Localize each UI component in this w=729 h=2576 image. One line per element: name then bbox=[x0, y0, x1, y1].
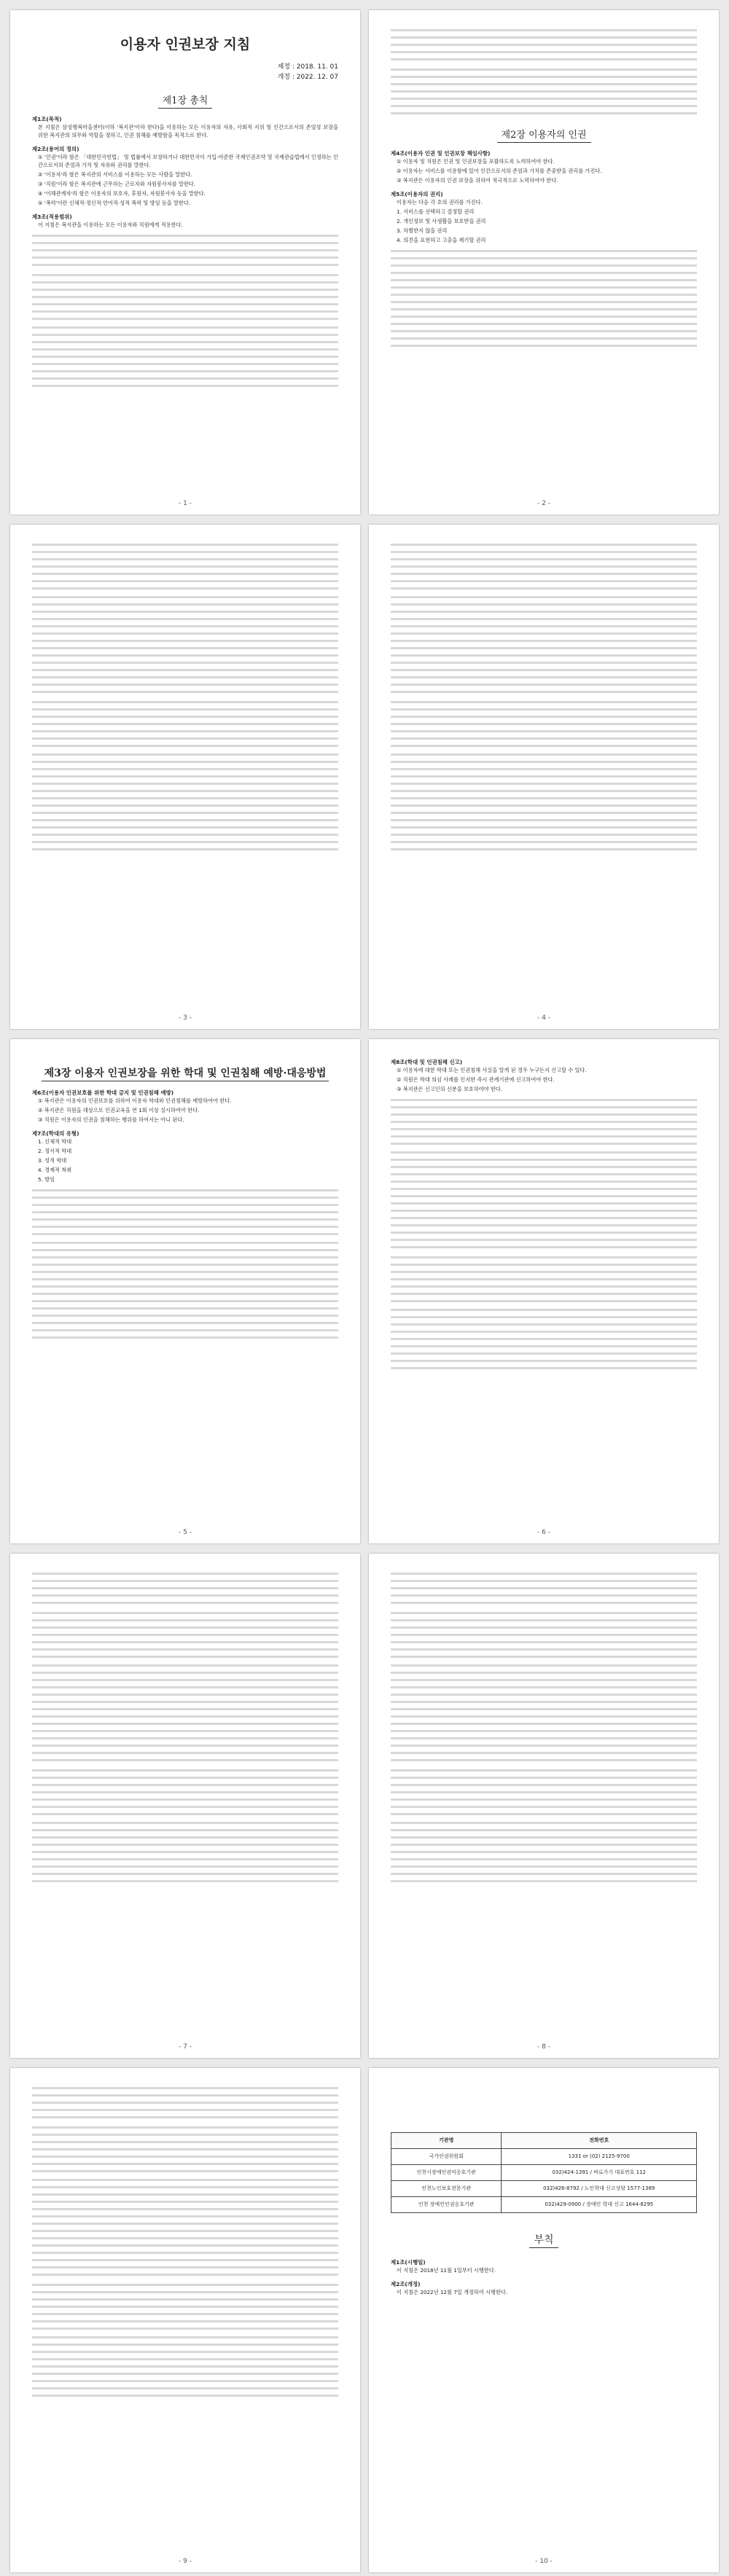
article-clause: ① '인권'이라 함은 「대한민국헌법」 및 법률에서 보장하거나 대한민국이 가입·비준한 국제인권조약 및 국제관습법에서 인정하는 인간으로서의 존엄과 가치 및 자유와 권리를 말한다. bbox=[38, 154, 338, 168]
article-title: 제6조(이용자 인권보호를 위한 학대 금지 및 인권침해 예방) bbox=[32, 1089, 174, 1096]
page-number: - 3 - bbox=[179, 1014, 192, 1022]
article-clause: ③ 복지관은 신고인의 신분을 보호하여야 한다. bbox=[397, 1086, 503, 1092]
article-clause: 5. 방임 bbox=[38, 1176, 55, 1183]
table-cell: 인천시장애인권익옹호기관 bbox=[391, 2165, 502, 2181]
page-number: - 4 - bbox=[537, 1014, 550, 1022]
article-clause: 1. 신체적 학대 bbox=[38, 1138, 72, 1145]
revision-info bbox=[32, 62, 338, 82]
table-row bbox=[391, 2181, 697, 2197]
text-block bbox=[32, 235, 338, 388]
chapter-heading: 제1장 총칙 bbox=[32, 93, 338, 106]
article-clause: 3. 차별받지 않을 권리 bbox=[397, 227, 448, 234]
table-cell: 국가인권위원회 bbox=[391, 2149, 502, 2165]
table-row bbox=[391, 2149, 697, 2165]
page-6 bbox=[369, 1039, 719, 1543]
article-clause: 이용자는 다음 각 호의 권리를 가진다. bbox=[397, 199, 483, 205]
article-title: 제4조(이용자 인권 및 인권보장 책임사항) bbox=[391, 150, 491, 157]
article-title: 제5조(이용자의 권리) bbox=[391, 191, 443, 197]
article bbox=[32, 213, 338, 229]
page-5 bbox=[10, 1039, 360, 1543]
table-cell: 1331 or (02) 2125-9700 bbox=[502, 2149, 697, 2165]
article-list bbox=[391, 1058, 697, 1093]
article-list bbox=[32, 115, 338, 229]
table-cell: 032)426-8792 / 노인학대 신고상담 1577-1389 bbox=[502, 2181, 697, 2197]
article-clause: 4. 의견을 표현하고 고충을 제기할 권리 bbox=[397, 237, 486, 243]
article-clause: ② 이용자는 서비스를 이용함에 있어 인간으로서의 존엄과 가치를 존중받을 권리를 가진다. bbox=[397, 168, 602, 174]
page-number: - 7 - bbox=[179, 2043, 192, 2051]
article-clause: ④ '이해관계자'라 함은 이용자의 보호자, 후원자, 자원봉사자 등을 말한다. bbox=[38, 190, 206, 197]
page-number: - 9 - bbox=[179, 2558, 192, 2565]
page-number: - 6 - bbox=[537, 1529, 550, 1536]
article-list bbox=[32, 1089, 338, 1183]
page-2 bbox=[369, 10, 719, 514]
page-4 bbox=[369, 525, 719, 1029]
page-8 bbox=[369, 1554, 719, 2058]
table-row bbox=[391, 2197, 697, 2213]
article-clause: ③ 직원은 이용자의 인권을 침해하는 행위를 하여서는 아니 된다. bbox=[38, 1116, 184, 1123]
article-title: 제8조(학대 및 인권침해 신고) bbox=[391, 1059, 463, 1065]
text-block bbox=[391, 1099, 697, 1370]
article-title: 제1조(시행일) bbox=[391, 2259, 426, 2266]
article-clause: 2. 개인정보 및 사생활을 보호받을 권리 bbox=[397, 218, 486, 224]
page-9 bbox=[10, 2068, 360, 2572]
page-number: - 1 - bbox=[179, 500, 192, 507]
page-number: - 5 - bbox=[179, 1529, 192, 1536]
text-block bbox=[32, 544, 338, 854]
table-row bbox=[391, 2165, 697, 2181]
article-clause: ① 이용자에 대한 학대 또는 인권침해 사실을 알게 된 경우 누구든지 신고할 수 있다. bbox=[397, 1067, 587, 1073]
text-block bbox=[391, 544, 697, 854]
article-clause: 이 지침은 2018년 11월 1일부터 시행한다. bbox=[397, 2267, 496, 2274]
page-10 bbox=[369, 2068, 719, 2572]
revision-date: 제정 : 2018. 11. 01 bbox=[277, 63, 338, 71]
article-clause: ③ '직원'이라 함은 복지관에 근무하는 근로자와 자원봉사자를 말한다. bbox=[38, 181, 196, 187]
article-clause: 4. 경제적 착취 bbox=[38, 1167, 72, 1173]
appendix-heading: 부칙 bbox=[391, 2232, 697, 2247]
text-block bbox=[391, 29, 697, 117]
table-cell: 032)429-0900 / 장애인 학대 신고 1644-8295 bbox=[502, 2197, 697, 2213]
document-title: 이용자 인권보장 지침 bbox=[120, 36, 251, 52]
article-title: 제1조(목적) bbox=[32, 116, 62, 122]
table-cell: 인천 장애인인권옹호기관 bbox=[391, 2197, 502, 2213]
article-clause: 본 지침은 삼성행복마을센터(이하 '복지관'이라 한다)을 이용하는 모든 이용자의 자유, 사회적 지위 및 인간으로서의 존엄성 보장을 위한 복지관의 의무와 역할을 정하고, 인권 침해를 예방함을 목적으로 한다. bbox=[38, 124, 338, 138]
article-clause: 이 지침은 복지관을 이용하는 모든 이용자와 직원에게 적용한다. bbox=[38, 222, 183, 228]
article bbox=[391, 2280, 697, 2296]
text-block bbox=[391, 250, 697, 351]
article-list bbox=[391, 2258, 697, 2296]
revision-date: 개정 : 2022. 12. 07 bbox=[277, 74, 338, 81]
article-clause: 이 지침은 2022년 12월 7일 개정하여 시행한다. bbox=[397, 2289, 508, 2295]
article bbox=[391, 1058, 697, 1093]
text-block bbox=[32, 2087, 338, 2397]
article-title: 제2조(개정) bbox=[391, 2281, 421, 2287]
article-list bbox=[391, 149, 697, 244]
text-block bbox=[391, 1573, 697, 1883]
article bbox=[32, 1130, 338, 1183]
page-number: - 8 - bbox=[537, 2043, 550, 2051]
article-title: 제2조(용어의 정의) bbox=[32, 146, 79, 152]
text-block bbox=[32, 1573, 338, 1883]
table-cell: 인천노인보호전문기관 bbox=[391, 2181, 502, 2197]
contacts-table bbox=[391, 2132, 697, 2213]
article-title: 제3조(적용범위) bbox=[32, 214, 72, 220]
article bbox=[391, 2258, 697, 2274]
chapter-heading: 제2장 이용자의 인권 bbox=[391, 127, 697, 141]
article bbox=[32, 1089, 338, 1124]
page-1 bbox=[10, 10, 360, 514]
chapter-heading: 제3장 이용자 인권보장을 위한 학대 및 인권침해 예방·대응방법 bbox=[32, 1065, 338, 1080]
table-cell: 032)424-1391 / 바로가기 대표번호 112 bbox=[502, 2165, 697, 2181]
article-clause: ② '이용자'라 함은 복지관의 서비스를 이용하는 모든 사람을 말한다. bbox=[38, 171, 192, 178]
article-clause: 1. 서비스를 선택하고 결정할 권리 bbox=[397, 208, 475, 215]
page-number: - 2 - bbox=[537, 500, 550, 507]
article-clause: 2. 정서적 학대 bbox=[38, 1148, 72, 1154]
article bbox=[32, 145, 338, 207]
article bbox=[32, 115, 338, 139]
article bbox=[391, 190, 697, 244]
article-clause: ② 복지관은 직원을 대상으로 인권교육을 연 1회 이상 실시하여야 한다. bbox=[38, 1107, 200, 1113]
article-clause: ① 이용자 및 직원은 인권 및 인권보장을 포괄하도록 노력하여야 한다. bbox=[397, 158, 555, 165]
page-number: - 10 - bbox=[535, 2558, 553, 2565]
article bbox=[391, 149, 697, 184]
article-clause: ③ 복지관은 이용자의 인권 보장을 위하여 적극적으로 노력하여야 한다. bbox=[397, 177, 558, 184]
article-clause: ② 직원은 학대 의심 사례를 인지한 즉시 관계기관에 신고하여야 한다. bbox=[397, 1076, 555, 1083]
table-header: 전화번호 bbox=[502, 2133, 697, 2149]
table-header: 기관명 bbox=[391, 2133, 502, 2149]
page-3 bbox=[10, 525, 360, 1029]
article-clause: ⑤ '폭력'이란 신체적·정신적·언어적·성적 폭력 및 방임 등을 말한다. bbox=[38, 200, 191, 206]
article-title: 제7조(학대의 유형) bbox=[32, 1130, 79, 1137]
text-block bbox=[32, 1189, 338, 1342]
article-clause: ① 복지관은 이용자의 인권보호를 위하여 이용자 학대와 인권침해를 예방하여야 한다. bbox=[38, 1097, 232, 1104]
page-7 bbox=[10, 1554, 360, 2058]
article-clause: 3. 성적 학대 bbox=[38, 1157, 67, 1164]
